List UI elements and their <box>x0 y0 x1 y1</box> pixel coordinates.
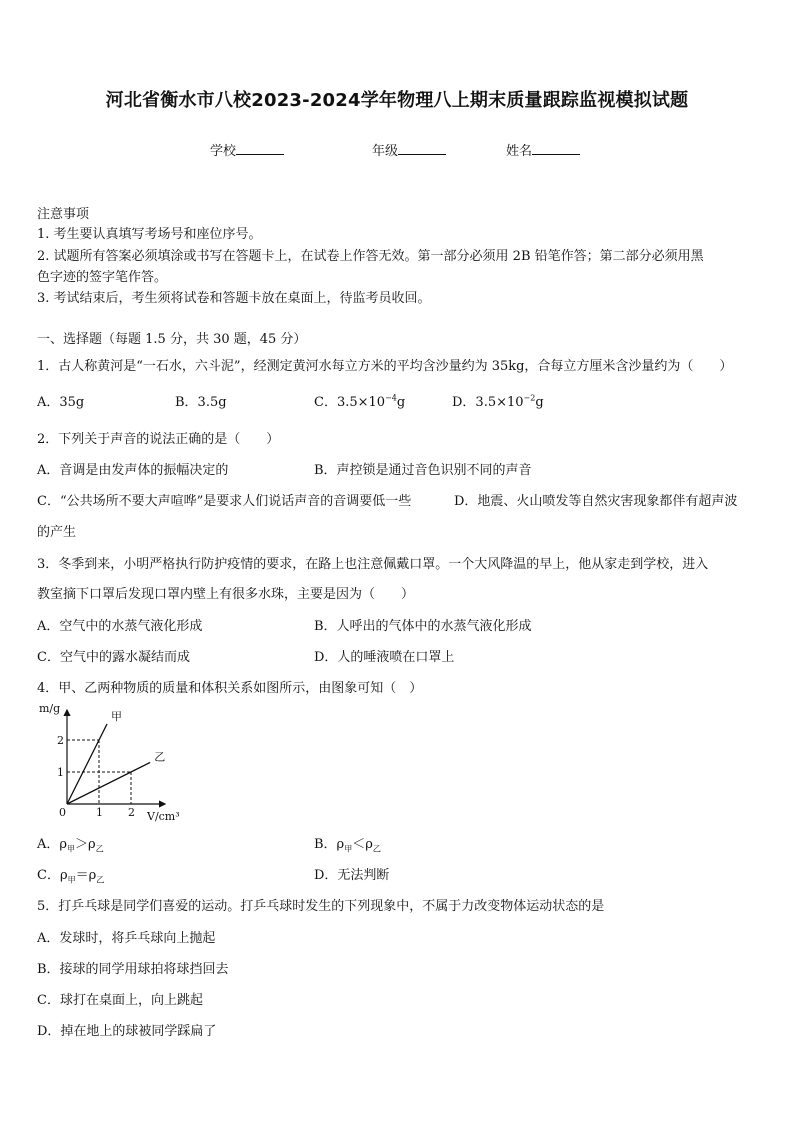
question-4-stem: 4．甲、乙两种物质的质量和体积关系如图所示，由图象可知（ ） <box>37 681 423 696</box>
question-3-stem: 3．冬季到来，小明严格执行防护疫情的要求，在路上也注意佩戴口罩。一个大风降温的早上，他从家走到学校，进入 <box>37 557 709 572</box>
q2-option-c: C．“公共场所不要大声喧哗”是要求人们说话声音的音调要低一些 <box>37 494 412 509</box>
question-3-stem-continued: 教室摘下口罩后发现口罩内壁上有很多水珠，主要是因为（ ） <box>37 587 415 602</box>
notice-item: 1. 考生要认真填写考场号和座位序号。 <box>37 227 262 242</box>
q3-option-d: D．人的唾液喷在口罩上 <box>314 650 455 665</box>
series-line-乙 <box>67 762 150 804</box>
q3-option-a: A．空气中的水蒸气液化形成 <box>37 619 203 634</box>
name-blank <box>532 142 580 155</box>
x-tick-label: 1 <box>96 806 103 819</box>
q5-option-b: B．接球的同学用球拍将球挡回去 <box>37 962 229 977</box>
q5-option-a: A．发球时，将乒乓球向上抛起 <box>37 931 216 946</box>
grade-field <box>372 140 446 159</box>
section-heading: 一、选择题（每题 1.5 分，共 30 题，45 分） <box>37 332 307 347</box>
q1-option-c: C．$3.5\times 10^{-4}g$ <box>314 393 406 410</box>
mass-volume-graph <box>33 700 193 825</box>
name-label: 姓名 <box>506 144 533 159</box>
notice-item: 2. 试题所有答案必须填涂或书写在答题卡上，在试卷上作答无效。第一部分必须用 2B 铅笔作答；第二部分必须用黑 <box>37 249 704 264</box>
q2-option-b: B．声控锁是通过音色识别不同的声音 <box>314 463 532 478</box>
x-axis-label: V/cm³ <box>147 810 180 823</box>
notice-heading: 注意事项 <box>37 207 90 222</box>
origin-label: 0 <box>59 806 66 819</box>
y-axis-label: m/g <box>39 702 61 715</box>
q1-option-d: D．$3.5\times 10^{-2}g$ <box>452 393 544 410</box>
q3-option-b: B．人呼出的气体中的水蒸气液化形成 <box>314 619 532 634</box>
exam-title: 河北省衡水市八校2023-2024学年物理八上期末质量跟踪监视模拟试题 <box>105 90 689 111</box>
q5-option-c: C．球打在桌面上，向上跳起 <box>37 993 203 1008</box>
q4-option-c: C．$\rho_甲=\rho_乙$ <box>37 868 105 885</box>
q2-option-d: D．地震、火山喷发等自然灾害现象都伴有超声波 <box>454 494 738 509</box>
y-tick-label: 1 <box>57 766 64 779</box>
question-5-stem: 5．打乒乓球是同学们喜爱的运动。打乒乓球时发生的下列现象中，不属于力改变物体运动状态的是 <box>37 899 605 914</box>
q4-option-d: D．无法判断 <box>314 868 390 883</box>
q4-option-a: A．$\rho_甲>\rho_乙$ <box>37 837 104 854</box>
q3-option-c: C．空气中的露水凝结而成 <box>37 650 190 665</box>
q1-option-a: A．35g <box>37 395 85 410</box>
school-blank <box>236 142 284 155</box>
question-2-stem: 2．下列关于声音的说法正确的是（ ） <box>37 432 280 447</box>
series-label-甲: 甲 <box>111 710 122 723</box>
series-label-乙: 乙 <box>154 750 166 764</box>
notice-item: 3. 考试结束后，考生须将试卷和答题卡放在桌面上，待监考员收回。 <box>37 291 431 306</box>
x-tick-label: 2 <box>128 806 135 819</box>
notice-item: 色字迹的签字笔作答。 <box>37 270 168 285</box>
school-field <box>210 140 284 159</box>
grade-label: 年级 <box>372 144 399 159</box>
q2-option-d-continued: 的产生 <box>37 525 77 540</box>
q4-option-b: B．$\rho_甲<\rho_乙$ <box>314 837 381 854</box>
name-field <box>506 140 580 159</box>
q2-option-a: A．音调是由发声体的振幅决定的 <box>37 463 229 478</box>
y-tick-label: 2 <box>57 734 64 747</box>
q1-option-b: B．3.5g <box>175 395 227 410</box>
grade-blank <box>398 142 446 155</box>
question-1-stem: 1．古人称黄河是“一石水，六斗泥”，经测定黄河水每立方米的平均含沙量约为 35kg，合每立方厘米含沙量约为（ ） <box>37 359 733 374</box>
series-line-甲 <box>67 724 107 804</box>
q5-option-d: D．掉在地上的球被同学踩扁了 <box>37 1024 217 1039</box>
school-label: 学校 <box>210 144 237 159</box>
